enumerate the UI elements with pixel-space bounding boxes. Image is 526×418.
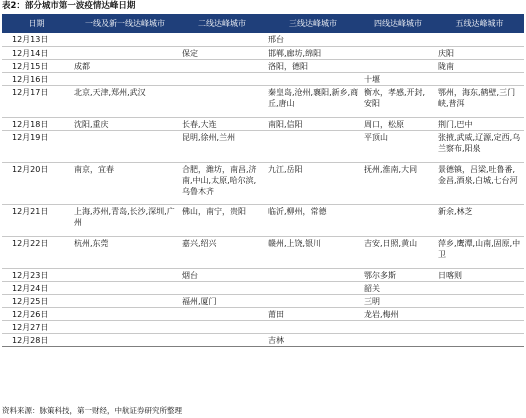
date-cell: 12月25日 [2, 294, 71, 307]
tier4-cell: 三明 [361, 294, 435, 307]
tier4-cell: 平顶山 [361, 130, 435, 162]
tier2-cell: 烟台 [179, 268, 265, 281]
tier3-cell: 吉林 [265, 333, 361, 346]
tier5-cell: 张掖,武威,辽源,定西,乌兰察布,阳泉 [435, 130, 524, 162]
tier2-cell [179, 33, 265, 46]
tier1-cell [71, 320, 179, 333]
tier5-cell: 日喀则 [435, 268, 524, 281]
tier4-cell [361, 333, 435, 346]
header-tier2: 二线达峰城市 [179, 14, 265, 33]
tier5-cell: 鄂州，海东,鹤壁,三门峡,普洱 [435, 85, 524, 117]
tier5-cell: 庆阳 [435, 46, 524, 59]
header-tier5: 五线达峰城市 [435, 14, 524, 33]
tier4-cell: 龙岩,梅州 [361, 307, 435, 320]
tier1-cell [71, 130, 179, 162]
tier1-cell: 上海,苏州,青岛,长沙,深圳,广州 [71, 204, 179, 236]
tier5-cell: 新余,林芝 [435, 204, 524, 236]
tier4-cell [361, 46, 435, 59]
date-cell: 12月19日 [2, 130, 71, 162]
tier3-cell: 赣州,上饶,银川 [265, 236, 361, 268]
tier5-cell [435, 33, 524, 46]
table-row [2, 72, 524, 85]
table-row [2, 204, 524, 236]
header-tier4: 四线达峰城市 [361, 14, 435, 33]
table-row [2, 85, 524, 117]
tier1-cell [71, 33, 179, 46]
tier3-cell: 临沂,柳州，常德 [265, 204, 361, 236]
date-cell: 12月23日 [2, 268, 71, 281]
tier4-cell [361, 33, 435, 46]
tier5-cell: 景德镇，吕梁,吐鲁番,金昌,酒泉,白城,七台河 [435, 162, 524, 204]
date-cell: 12月13日 [2, 33, 71, 46]
tier3-cell: 九江,岳阳 [265, 162, 361, 204]
tier1-cell: 沈阳,重庆 [71, 117, 179, 130]
table-row [2, 281, 524, 294]
tier1-cell [71, 307, 179, 320]
date-cell: 12月24日 [2, 281, 71, 294]
tier3-cell [265, 130, 361, 162]
tier1-cell: 杭州,东莞 [71, 236, 179, 268]
header-tier3: 三线达峰城市 [265, 14, 361, 33]
date-cell: 12月21日 [2, 204, 71, 236]
table-row [2, 294, 524, 307]
table-row [2, 320, 524, 333]
date-cell: 12月26日 [2, 307, 71, 320]
tier3-cell [265, 294, 361, 307]
date-cell: 12月16日 [2, 72, 71, 85]
tier1-cell: 北京,天津,郑州,武汉 [71, 85, 179, 117]
tier5-cell [435, 72, 524, 85]
tier1-cell [71, 333, 179, 346]
tier2-cell [179, 307, 265, 320]
date-cell: 12月28日 [2, 333, 71, 346]
tier4-cell: 韶关 [361, 281, 435, 294]
tier4-cell: 周口，松原 [361, 117, 435, 130]
date-cell: 12月15日 [2, 59, 71, 72]
tier4-cell [361, 320, 435, 333]
tier1-cell [71, 268, 179, 281]
tier3-cell [265, 268, 361, 281]
tier2-cell [179, 333, 265, 346]
tier1-cell [71, 294, 179, 307]
tier1-cell: 南京，宜春 [71, 162, 179, 204]
tier3-cell [265, 72, 361, 85]
tier3-cell: 洛阳，德阳 [265, 59, 361, 72]
table-title: 表2：部分城市第一波疫情达峰日期 [2, 1, 136, 11]
tier1-cell [71, 281, 179, 294]
source-note: 资料来源：脉策科技，第一财经，中航证券研究所整理 [2, 406, 182, 415]
tier4-cell: 抚州,淮南,大同 [361, 162, 435, 204]
tier3-cell: 邯郸,廊坊,绵阳 [265, 46, 361, 59]
table-row [2, 117, 524, 130]
date-cell: 12月18日 [2, 117, 71, 130]
table-row [2, 268, 524, 281]
tier2-cell [179, 85, 265, 117]
date-cell: 12月14日 [2, 46, 71, 59]
date-cell: 12月20日 [2, 162, 71, 204]
tier2-cell: 福州,厦门 [179, 294, 265, 307]
tier2-cell: 保定 [179, 46, 265, 59]
tier5-cell [435, 320, 524, 333]
table-row [2, 59, 524, 72]
tier1-cell: 成都 [71, 59, 179, 72]
tier3-cell: 秦皇岛,沧州,襄阳,新乡,商丘,唐山 [265, 85, 361, 117]
tier4-cell: 吉安,日照,黄山 [361, 236, 435, 268]
tier2-cell: 佛山，南宁，贵阳 [179, 204, 265, 236]
tier4-cell: 衡水，孝感,开封,安阳 [361, 85, 435, 117]
peak-dates-table [2, 14, 524, 347]
tier4-cell [361, 204, 435, 236]
header-date: 日期 [2, 14, 71, 33]
table-row [2, 307, 524, 320]
tier5-cell [435, 333, 524, 346]
tier1-cell [71, 46, 179, 59]
tier3-cell: 南阳,信阳 [265, 117, 361, 130]
tier5-cell: 荆门,巴中 [435, 117, 524, 130]
date-cell: 12月27日 [2, 320, 71, 333]
date-cell: 12月22日 [2, 236, 71, 268]
table-row [2, 130, 524, 162]
tier5-cell [435, 294, 524, 307]
tier2-cell [179, 59, 265, 72]
tier3-cell: 莆田 [265, 307, 361, 320]
tier3-cell [265, 320, 361, 333]
tier5-cell: 陇南 [435, 59, 524, 72]
table-row [2, 33, 524, 46]
tier5-cell [435, 281, 524, 294]
tier2-cell: 合肥，潍坊，南昌,济南,中山,太原,哈尔滨,乌鲁木齐 [179, 162, 265, 204]
table-row [2, 333, 524, 346]
tier2-cell: 昆明,徐州,兰州 [179, 130, 265, 162]
tier5-cell [435, 307, 524, 320]
tier4-cell: 鄂尔多斯 [361, 268, 435, 281]
tier2-cell [179, 72, 265, 85]
table-row [2, 46, 524, 59]
tier3-cell [265, 281, 361, 294]
tier2-cell: 长春,大连 [179, 117, 265, 130]
tier1-cell [71, 72, 179, 85]
tier2-cell [179, 281, 265, 294]
tier4-cell [361, 59, 435, 72]
date-cell: 12月17日 [2, 85, 71, 117]
tier5-cell: 萍乡,鹰潭,山南,固原,中卫 [435, 236, 524, 268]
header-tier1: 一线及新一线达峰城市 [71, 14, 179, 33]
table-header-row [2, 14, 524, 33]
tier3-cell: 邢台 [265, 33, 361, 46]
tier4-cell: 十堰 [361, 72, 435, 85]
table-row [2, 162, 524, 204]
tier2-cell [179, 320, 265, 333]
tier2-cell: 嘉兴,绍兴 [179, 236, 265, 268]
table-row [2, 236, 524, 268]
